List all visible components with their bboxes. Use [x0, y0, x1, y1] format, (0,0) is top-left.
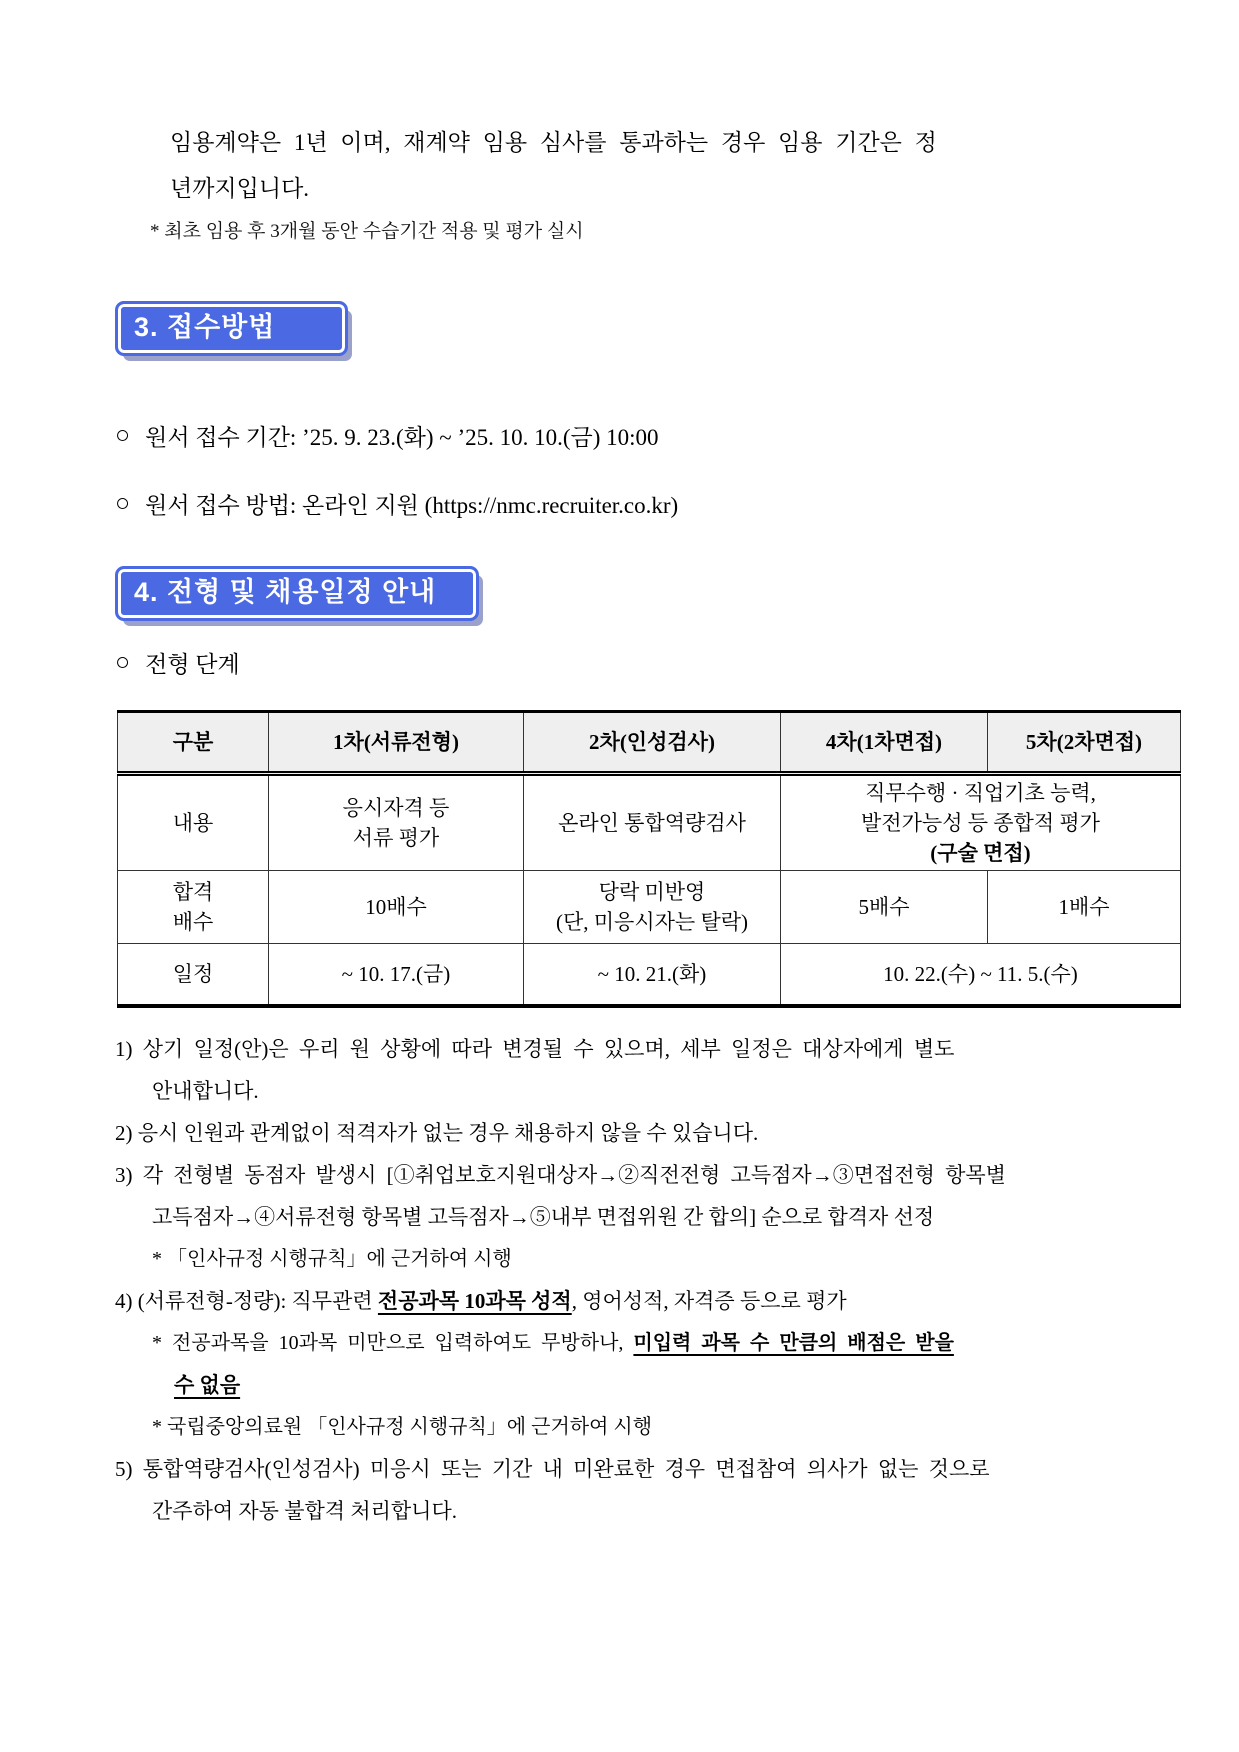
cell-schedule-stage2: ~ 10. 21.(화): [524, 944, 781, 1006]
table-row-content: [118, 774, 1181, 871]
cell-line: 배수: [172, 910, 214, 934]
note-line: 5) 통합역량검사(인성검사) 미응시 또는 기간 내 미완료한 경우 면접참여 의사가 없는 것으로: [115, 1456, 990, 1481]
section-4-header: 4. 전형 및 채용일정 안내: [115, 566, 479, 621]
cell-multiplier-stage4: 5배수: [781, 871, 988, 944]
note-3: [115, 1154, 1155, 1280]
note-4-emphasis: 전공과목 10과목 성적: [377, 1288, 572, 1313]
selection-steps-row: [115, 649, 1239, 681]
note-4-star-prefix: * 전공과목을 10과목 미만으로 입력하여도 무방하나,: [152, 1331, 634, 1354]
cell-line-oral-interview: (구술 면접): [930, 841, 1031, 865]
note-5: [115, 1448, 1155, 1532]
note-2: [115, 1112, 1155, 1154]
intro-line-2: 년까지입니다.: [170, 176, 310, 201]
note-3-star: * 「인사규정 시행규칙」에 근거하여 시행: [152, 1247, 512, 1270]
header-cell-stage1: 1차(서류전형): [269, 712, 524, 774]
note-4-star-1: [115, 1322, 1155, 1364]
cell-line: 직무수행 · 직업기초 능력,: [865, 781, 1096, 805]
cell-line: (단, 미응시자는 탈락): [555, 910, 749, 934]
table-row-multiplier: [118, 871, 1181, 944]
selection-steps-label: 전형 단계: [145, 652, 240, 677]
cell-line: 발전가능성 등 종합적 평가: [861, 811, 1100, 835]
note-4-star-emphasis: 미입력 과목 수 만큼의 배점은 받을: [633, 1331, 954, 1354]
note-line: 안내합니다.: [152, 1078, 259, 1103]
notes-list: [115, 1028, 1155, 1532]
header-cell-category: 구분: [118, 712, 269, 774]
note-line: [115, 1280, 1155, 1322]
application-method-row: [115, 490, 1239, 522]
cell-multiplier-stage1: 10배수: [269, 871, 524, 944]
table-row-schedule: [118, 944, 1181, 1006]
note-line: 간주하여 자동 불합격 처리합니다.: [152, 1498, 458, 1523]
cell-schedule-stage1: ~ 10. 17.(금): [269, 944, 524, 1006]
header-cell-stage4: 4차(1차면접): [781, 712, 988, 774]
intro-paragraph: [115, 120, 1130, 212]
cell-content-label: 내용: [118, 774, 269, 871]
note-line: 3) 각 전형별 동점자 발생시 [①취업보호지원대상자→②직전전형 고득점자→③면접전형 항목별: [115, 1162, 1006, 1187]
note-line: 2) 응시 인원과 관계없이 적격자가 없는 경우 채용하지 않을 수 있습니다.: [115, 1120, 759, 1145]
cell-line: 서류 평가: [352, 826, 440, 850]
cell-schedule-label: 일정: [118, 944, 269, 1006]
cell-multiplier-stage5: 1배수: [988, 871, 1181, 944]
note-4-prefix: 4) (서류전형-정량): 직무관련: [115, 1288, 378, 1313]
cell-line: 당락 미반영: [598, 880, 706, 904]
cell-content-interviews: [781, 774, 1181, 871]
note-4-star-emphasis-cont: 수 없음: [174, 1372, 241, 1397]
note-4: [115, 1280, 1155, 1448]
section-3-header: 3. 접수방법: [115, 301, 348, 356]
cell-multiplier-label: [118, 871, 269, 944]
selection-table: [117, 710, 1181, 1008]
note-line: 고득점자→④서류전형 항목별 고득점자→⑤내부 면접위원 간 합의] 순으로 합격자 선정: [152, 1204, 935, 1229]
cell-content-stage1: [269, 774, 524, 871]
cell-multiplier-stage2: [524, 871, 781, 944]
note-1: [115, 1028, 1155, 1112]
header-cell-stage5: 5차(2차면접): [988, 712, 1181, 774]
header-cell-stage2: 2차(인성검사): [524, 712, 781, 774]
application-period-row: [115, 422, 1239, 454]
circle-bullet-icon: ○: [115, 649, 131, 676]
probation-note: * 최초 임용 후 3개월 동안 수습기간 적용 및 평가 실시: [150, 221, 584, 242]
table-header-row: [118, 712, 1181, 774]
cell-schedule-interviews: 10. 22.(수) ~ 11. 5.(수): [781, 944, 1181, 1006]
application-period-text: 원서 접수 기간: ’25. 9. 23.(화) ~ ’25. 10. 10.(금) 10:00: [145, 425, 659, 450]
application-url[interactable]: https://nmc.recruiter.co.kr: [432, 493, 671, 518]
intro-line-1: 임용계약은 1년 이며, 재계약 임용 심사를 통과하는 경우 임용 기간은 정: [170, 130, 937, 155]
cell-line: 합격: [172, 880, 214, 904]
cell-content-stage2: 온라인 통합역량검사: [524, 774, 781, 871]
note-line: 1) 상기 일정(안)은 우리 원 상황에 따라 변경될 수 있으며, 세부 일정은 대상자에게 별도: [115, 1036, 955, 1061]
note-4-star-2: * 국립중앙의료원 「인사규정 시행규칙」에 근거하여 시행: [152, 1415, 653, 1438]
circle-bullet-icon: ○: [115, 422, 131, 449]
application-method-prefix: 원서 접수 방법: 온라인 지원 (: [145, 493, 433, 518]
application-method-text: [145, 490, 678, 522]
note-line: [115, 1364, 1155, 1406]
cell-line: 응시자격 등: [342, 796, 450, 820]
circle-bullet-icon: ○: [115, 490, 131, 517]
note-4-suffix: , 영어성적, 자격증 등으로 평가: [571, 1288, 847, 1313]
application-method-suffix: ): [670, 493, 679, 518]
